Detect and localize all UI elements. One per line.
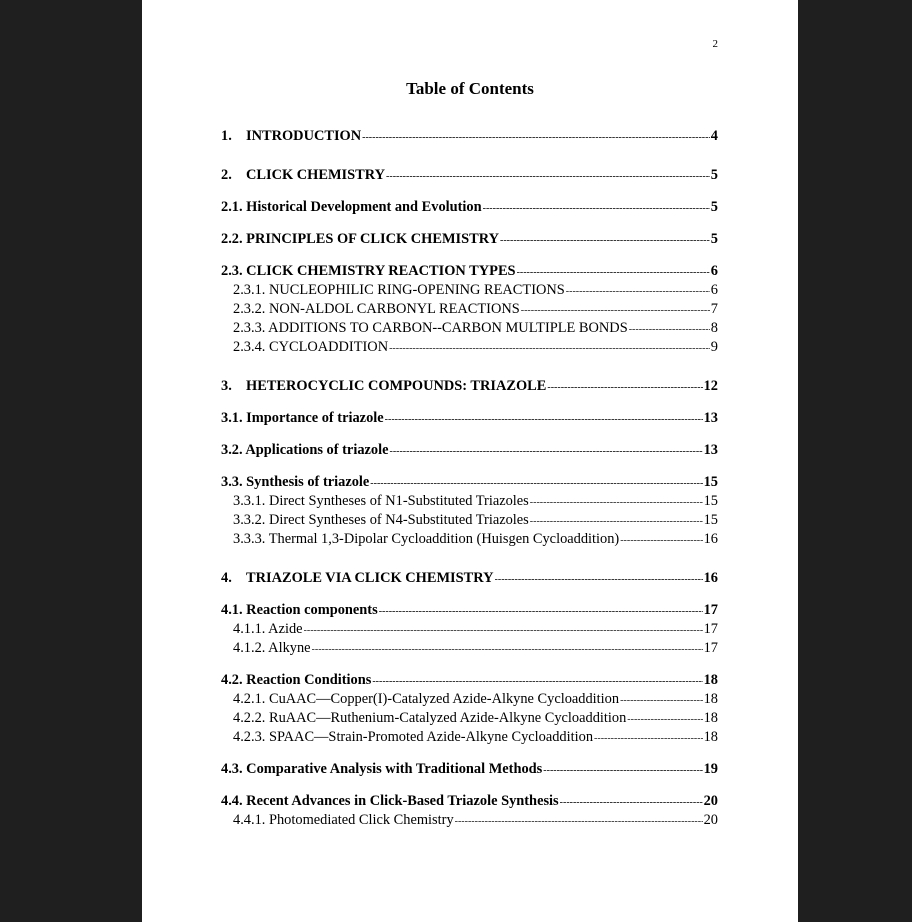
dot-leader — [385, 410, 703, 429]
toc-entry-4-1-1[interactable] — [221, 620, 718, 639]
toc-entry-label: 3.3. Synthesis of triazole — [221, 474, 370, 490]
dot-leader — [530, 512, 703, 531]
toc-entry-page: 6 — [710, 263, 718, 279]
toc-entry-4-4[interactable] — [221, 792, 718, 811]
toc-entry-page: 18 — [703, 672, 718, 688]
toc-entry-3-3[interactable] — [221, 473, 718, 492]
toc-entry-1[interactable] — [221, 127, 718, 146]
dot-leader — [495, 570, 703, 589]
toc-entry-page: 7 — [710, 301, 718, 317]
dot-leader — [386, 167, 710, 186]
dot-leader — [389, 442, 702, 461]
toc-entry-4-3[interactable] — [221, 760, 718, 779]
dot-leader — [517, 263, 710, 282]
toc-entry-page: 6 — [710, 282, 718, 298]
toc-entry-4-2-2[interactable] — [221, 709, 718, 728]
toc-entry-number: 2. — [221, 167, 232, 183]
toc-entry-label: 2.2. PRINCIPLES OF CLICK CHEMISTRY — [221, 231, 500, 247]
toc-entry-4-1[interactable] — [221, 601, 718, 620]
toc-entry-page: 17 — [703, 640, 718, 656]
page-number: 2 — [712, 38, 718, 50]
toc-entry-label: 3.3.3. Thermal 1,3-Dipolar Cycloaddition (Huisgen Cycloaddition) — [233, 531, 620, 547]
toc-entry-page: 17 — [703, 602, 718, 618]
dot-leader — [543, 761, 702, 780]
dot-leader — [521, 301, 710, 320]
dot-leader — [560, 793, 703, 812]
toc-entry-page: 16 — [703, 570, 718, 586]
dot-leader — [620, 531, 702, 550]
toc-entry-4-1-2[interactable] — [221, 639, 718, 658]
toc-entry-page: 5 — [710, 199, 718, 215]
toc-entry-page: 9 — [710, 339, 718, 355]
toc-entry-page: 20 — [703, 812, 718, 828]
toc-entry-page: 16 — [703, 531, 718, 547]
toc-entry-3-3-1[interactable] — [221, 492, 718, 511]
toc-entry-label: 3.1. Importance of triazole — [221, 410, 384, 426]
toc-entry-page: 13 — [703, 410, 718, 426]
toc-entry-2-3[interactable] — [221, 262, 718, 281]
toc-entry-2-3-3[interactable] — [221, 319, 718, 338]
toc-entry-page: 18 — [703, 729, 718, 745]
toc-entry-page: 15 — [703, 512, 718, 528]
toc-entry-number: 1. — [221, 128, 232, 144]
dot-leader — [379, 602, 703, 621]
toc-entry-label: 4.4. Recent Advances in Click-Based Triazole Synthesis — [221, 793, 559, 809]
toc-entry-label: 4.1.2. Alkyne — [233, 640, 311, 656]
toc-entry-page: 15 — [703, 474, 718, 490]
toc-entry-page: 5 — [710, 167, 718, 183]
dot-leader — [500, 231, 710, 250]
toc-entry-label: 4.2.3. SPAAC—Strain-Promoted Azide-Alkyne Cycloaddition — [233, 729, 594, 745]
dot-leader — [312, 640, 703, 659]
toc-entry-page: 19 — [703, 761, 718, 777]
toc-entry-2-1[interactable] — [221, 198, 718, 217]
toc-entry-page: 17 — [703, 621, 718, 637]
dot-leader — [566, 282, 710, 301]
toc-entry-2-3-4[interactable] — [221, 338, 718, 357]
toc-entry-label: INTRODUCTION — [246, 128, 362, 144]
toc-entry-label: 4.2.1. CuAAC—Copper(I)-Catalyzed Azide-Alkyne Cycloaddition — [233, 691, 620, 707]
toc-entry-label: CLICK CHEMISTRY — [246, 167, 386, 183]
toc-entry-4-2-3[interactable] — [221, 728, 718, 747]
toc-entry-label: 4.1. Reaction components — [221, 602, 378, 618]
toc-entry-2-2[interactable] — [221, 230, 718, 249]
toc-entry-label: TRIAZOLE VIA CLICK CHEMISTRY — [246, 570, 494, 586]
toc-entry-label: 3.3.1. Direct Syntheses of N1-Substituted Triazoles — [233, 493, 529, 509]
dot-leader — [620, 691, 703, 710]
toc-entry-page: 20 — [703, 793, 718, 809]
toc-entry-label: 3.2. Applications of triazole — [221, 442, 389, 458]
toc-entry-page: 4 — [710, 128, 718, 144]
toc-entry-page: 18 — [703, 710, 718, 726]
toc-entry-3-1[interactable] — [221, 409, 718, 428]
toc-entry-3[interactable] — [221, 377, 718, 396]
toc-entry-3-2[interactable] — [221, 441, 718, 460]
toc-entry-label: 3.3.2. Direct Syntheses of N4-Substituted Triazoles — [233, 512, 529, 528]
toc-entry-3-3-3[interactable] — [221, 530, 718, 549]
toc-entry-label: 2.1. Historical Development and Evolution — [221, 199, 482, 215]
document-page — [142, 0, 798, 922]
toc-entry-label: 4.3. Comparative Analysis with Traditional Methods — [221, 761, 543, 777]
toc-entry-label: 4.4.1. Photomediated Click Chemistry — [233, 812, 454, 828]
toc-entry-label: 2.3.1. NUCLEOPHILIC RING-OPENING REACTIONS — [233, 282, 565, 298]
toc-entry-page: 15 — [703, 493, 718, 509]
toc-entry-2-3-1[interactable] — [221, 281, 718, 300]
toc-entry-page: 5 — [710, 231, 718, 247]
toc-entry-2-3-2[interactable] — [221, 300, 718, 319]
toc-entry-4-2[interactable] — [221, 671, 718, 690]
toc-entry-number: 3. — [221, 378, 232, 394]
toc-entry-label: 2.3.2. NON-ALDOL CARBONYL REACTIONS — [233, 301, 520, 317]
toc-entry-page: 8 — [710, 320, 718, 336]
dot-leader — [389, 339, 710, 358]
table-of-contents — [221, 127, 718, 830]
dot-leader — [594, 729, 703, 748]
dot-leader — [483, 199, 710, 218]
toc-entry-4-2-1[interactable] — [221, 690, 718, 709]
toc-entry-page: 18 — [703, 691, 718, 707]
toc-entry-page: 12 — [703, 378, 718, 394]
dot-leader — [627, 710, 702, 729]
dot-leader — [370, 474, 702, 493]
toc-entry-number: 4. — [221, 570, 232, 586]
toc-entry-2[interactable] — [221, 166, 718, 185]
dot-leader — [530, 493, 703, 512]
toc-entry-label: 2.3.3. ADDITIONS TO CARBON--CARBON MULTIPLE BONDS — [233, 320, 628, 336]
dot-leader — [362, 128, 710, 147]
toc-entry-label: 2.3. CLICK CHEMISTRY REACTION TYPES — [221, 263, 516, 279]
toc-entry-label: 4.2. Reaction Conditions — [221, 672, 372, 688]
toc-entry-label: 4.2.2. RuAAC—Ruthenium-Catalyzed Azide-Alkyne Cycloaddition — [233, 710, 627, 726]
toc-entry-label: 4.1.1. Azide — [233, 621, 303, 637]
dot-leader — [455, 812, 703, 831]
toc-entry-page: 13 — [703, 442, 718, 458]
toc-entry-4[interactable] — [221, 569, 718, 588]
toc-entry-3-3-2[interactable] — [221, 511, 718, 530]
toc-entry-4-4-1[interactable] — [221, 811, 718, 830]
dot-leader — [372, 672, 702, 691]
toc-entry-label: 2.3.4. CYCLOADDITION — [233, 339, 389, 355]
dot-leader — [629, 320, 710, 339]
dot-leader — [547, 378, 702, 397]
page-title: Table of Contents — [406, 79, 534, 98]
toc-entry-label: HETEROCYCLIC COMPOUNDS: TRIAZOLE — [246, 378, 547, 394]
dot-leader — [304, 621, 703, 640]
